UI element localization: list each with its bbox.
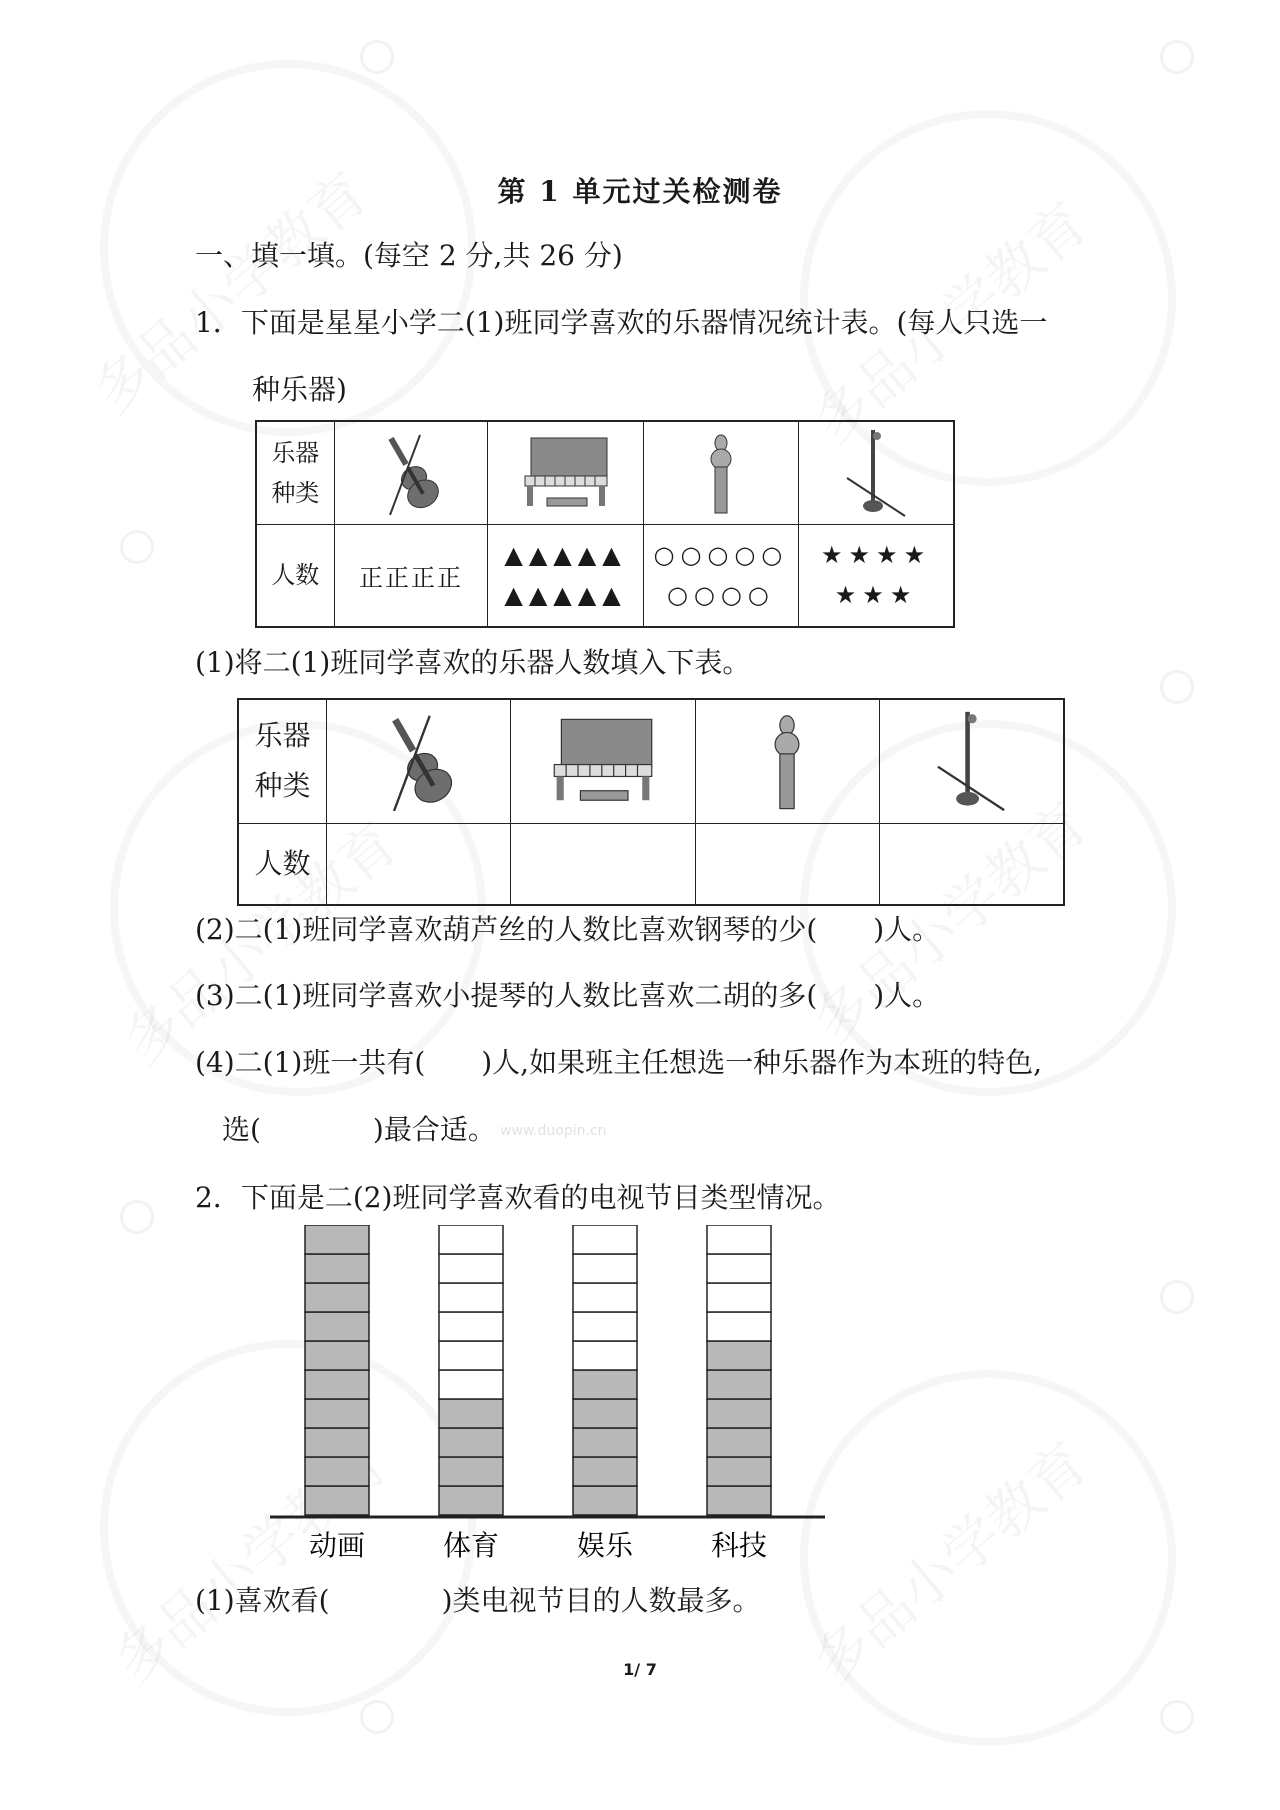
question-2-sub-1: (1)喜欢看( )类电视节目的人数最多。 [195, 1584, 761, 1617]
bar-1 [305, 1225, 369, 1515]
bar-cell [707, 1341, 771, 1370]
bar-cell [439, 1283, 503, 1312]
erhu-tally: ★★★★ ★★★ [799, 524, 954, 627]
bar-cell [305, 1312, 369, 1341]
bar-cell [573, 1283, 637, 1312]
bar-cell [707, 1399, 771, 1428]
question-1-text: 1．下面是星星小学二(1)班同学喜欢的乐器情况统计表。(每人只选一 [195, 306, 1048, 339]
bar-cell [305, 1225, 369, 1254]
bar-cell [305, 1399, 369, 1428]
bar-2 [439, 1225, 503, 1515]
instrument-count-table [237, 698, 1065, 906]
x-tick-label: 娱乐 [576, 1529, 634, 1562]
bar-cell [439, 1370, 503, 1399]
bar-cell [573, 1312, 637, 1341]
page-number: 1/ 7 [623, 1660, 657, 1679]
watermark-url: www.duopin.cn [500, 1123, 607, 1139]
violin-count-answer[interactable] [327, 823, 511, 905]
bar-cell [707, 1283, 771, 1312]
question-1-text-cont: 种乐器) [252, 373, 347, 406]
bar-cell [573, 1428, 637, 1457]
bar-cell [573, 1399, 637, 1428]
hulusi-icon [643, 421, 798, 524]
hulusi-tally: ○○○○○ ○○○○ [643, 524, 798, 627]
x-tick-label: 体育 [442, 1529, 500, 1562]
bar-cell [305, 1283, 369, 1312]
question-1-sub-1: (1)将二(1)班同学喜欢的乐器人数填入下表。 [195, 646, 751, 679]
bar-cell [439, 1225, 503, 1254]
bar-cell [439, 1457, 503, 1486]
bar-cell [707, 1254, 771, 1283]
erhu-icon [799, 421, 954, 524]
bar-cell [439, 1486, 503, 1515]
x-tick-label: 动画 [308, 1529, 366, 1562]
bar-cell [707, 1312, 771, 1341]
bar-cell [707, 1457, 771, 1486]
question-1-sub-3: (3)二(1)班同学喜欢小提琴的人数比喜欢二胡的多( )人。 [195, 979, 941, 1012]
bar-cell [305, 1457, 369, 1486]
violin-tally: 正正正正 [334, 524, 488, 627]
hulusi-count-answer[interactable] [696, 823, 880, 905]
erhu-count-answer[interactable] [879, 823, 1064, 905]
bar-cell [707, 1225, 771, 1254]
bar-cell [707, 1428, 771, 1457]
piano-tally: ▲▲▲▲▲ ▲▲▲▲▲ [488, 524, 643, 627]
bar-cell [305, 1428, 369, 1457]
instrument-tally-table [255, 420, 955, 628]
bar-cell [573, 1457, 637, 1486]
hulusi-icon [696, 699, 880, 823]
bar-cell [439, 1399, 503, 1428]
bar-cell [573, 1370, 637, 1399]
bar-cell [573, 1225, 637, 1254]
table-header-cell: 人数 [238, 823, 327, 905]
bar-cell [439, 1312, 503, 1341]
bar-cell [439, 1428, 503, 1457]
piano-icon [511, 699, 696, 823]
piano-count-answer[interactable] [511, 823, 696, 905]
violin-icon [327, 699, 511, 823]
x-tick-label: 科技 [710, 1529, 768, 1562]
page-title: 第 1 单元过关检测卷 [497, 175, 783, 208]
section-heading: 一、填一填。(每空 2 分,共 26 分) [195, 239, 623, 272]
table-header-cell: 乐器 种类 [256, 421, 334, 524]
question-1-sub-4: (4)二(1)班一共有( )人,如果班主任想选一种乐器作为本班的特色, [195, 1046, 1042, 1079]
bar-cell [439, 1341, 503, 1370]
bar-3 [573, 1225, 637, 1515]
bar-cell [573, 1254, 637, 1283]
question-2-text: 2．下面是二(2)班同学喜欢看的电视节目类型情况。 [195, 1181, 841, 1214]
bar-cell [305, 1370, 369, 1399]
question-1-sub-2: (2)二(1)班同学喜欢葫芦丝的人数比喜欢钢琴的少( )人。 [195, 913, 941, 946]
bar-cell [573, 1486, 637, 1515]
bar-cell [305, 1254, 369, 1283]
bar-cell [439, 1254, 503, 1283]
table-header-cell: 人数 [256, 524, 334, 627]
erhu-icon [879, 699, 1064, 823]
bar-4 [707, 1225, 771, 1515]
piano-icon [488, 421, 643, 524]
bar-cell [573, 1341, 637, 1370]
bar-cell [707, 1486, 771, 1515]
question-1-sub-4-cont: 选( )最合适。 [222, 1113, 496, 1146]
bar-cell [707, 1370, 771, 1399]
bar-cell [305, 1341, 369, 1370]
bar-cell [305, 1486, 369, 1515]
table-header-cell: 乐器 种类 [238, 699, 327, 823]
tv-program-bar-chart [260, 1225, 840, 1570]
violin-icon [334, 421, 488, 524]
